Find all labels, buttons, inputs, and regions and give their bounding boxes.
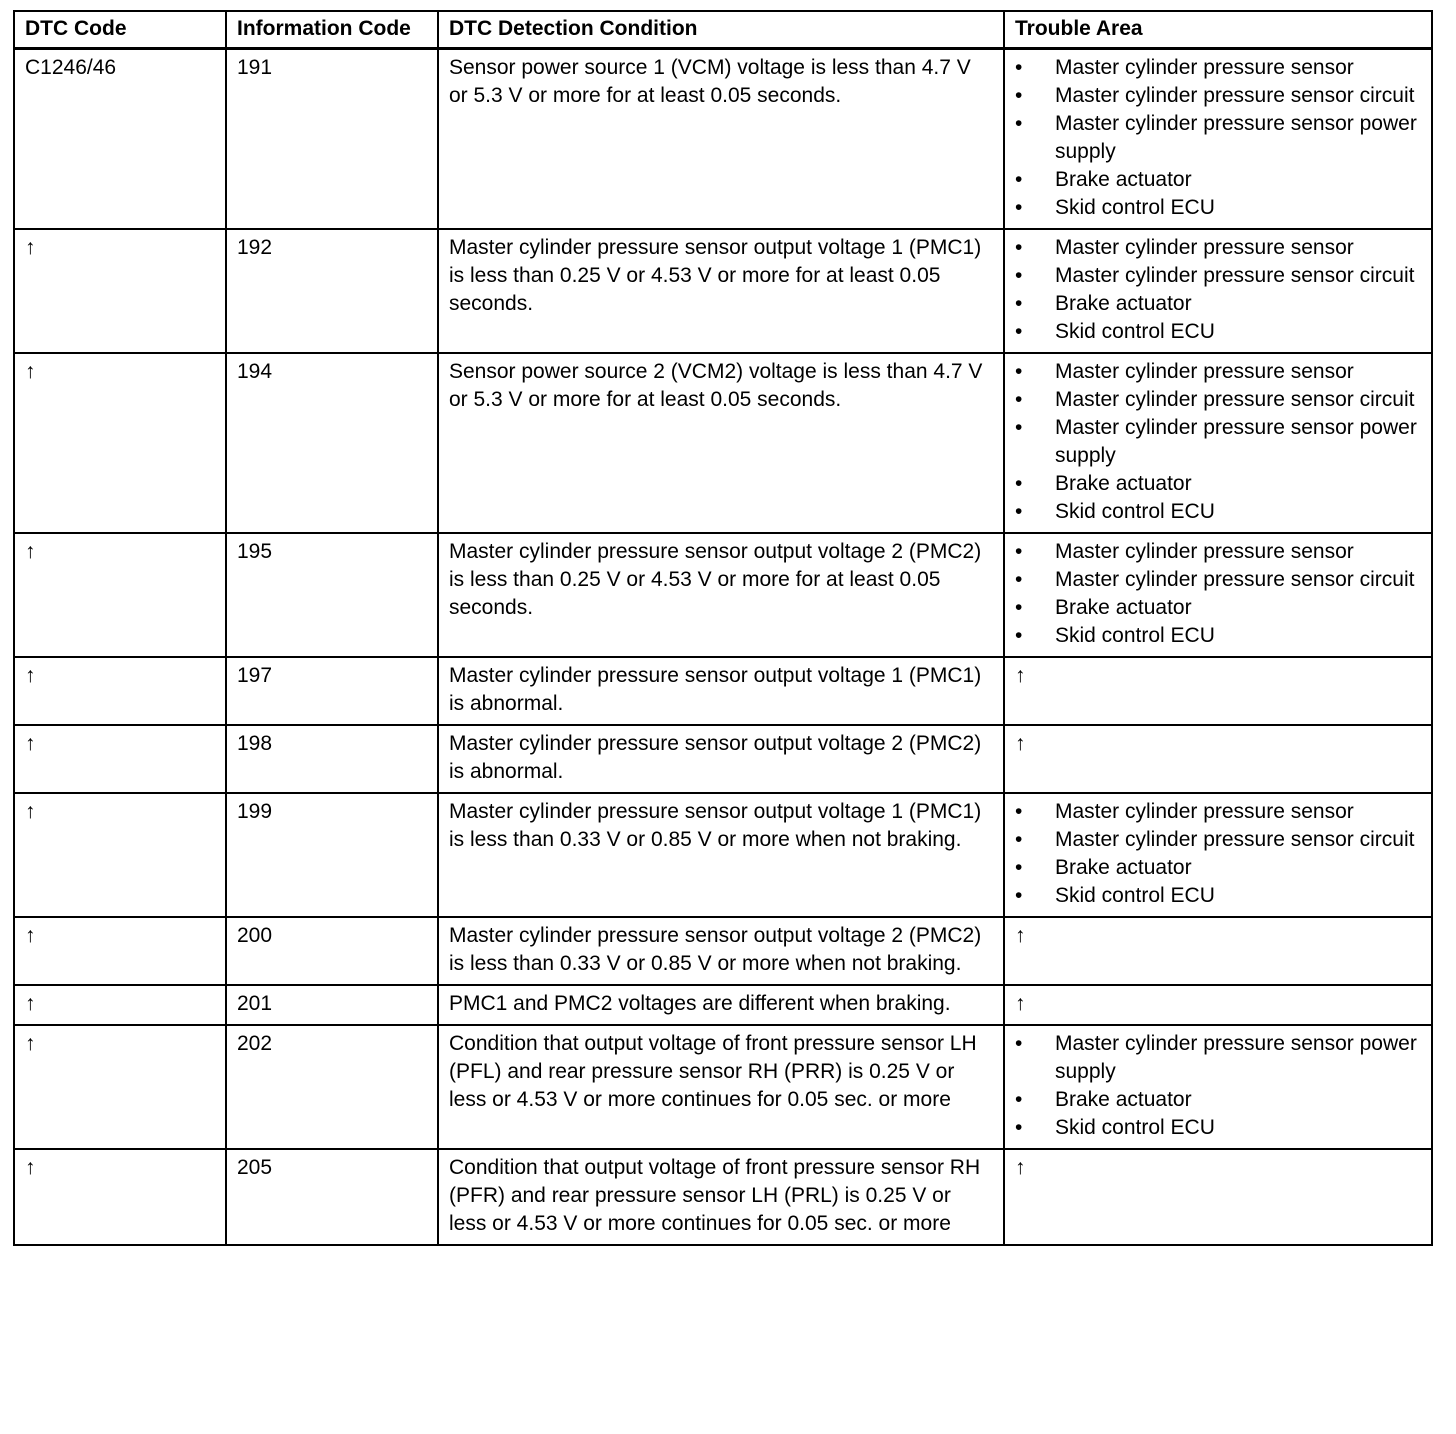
trouble-area-cell: ↑ <box>1004 1149 1432 1245</box>
trouble-area-cell: ↑ <box>1004 985 1432 1025</box>
trouble-area-cell <box>1004 1025 1432 1149</box>
trouble-area-text: Master cylinder pressure sensor <box>1055 360 1354 383</box>
header-row <box>14 11 1432 49</box>
detection-condition-cell: PMC1 and PMC2 voltages are different when braking. <box>438 985 1004 1025</box>
bullet-icon: • <box>1015 596 1023 619</box>
bullet-icon: • <box>1015 388 1023 411</box>
table-row <box>14 985 1432 1025</box>
trouble-area-cell: ↑ <box>1004 725 1432 793</box>
trouble-area-item <box>1015 234 1421 262</box>
trouble-area-list <box>1015 358 1421 526</box>
trouble-area-item <box>1015 290 1421 318</box>
trouble-area-text: Brake actuator <box>1055 472 1192 495</box>
bullet-icon: • <box>1015 624 1023 647</box>
information-code-cell: 191 <box>226 49 438 230</box>
trouble-area-item <box>1015 882 1421 910</box>
dtc-code-cell: ↑ <box>14 353 226 533</box>
header-trouble-area: Trouble Area <box>1004 11 1432 49</box>
information-code-cell: 200 <box>226 917 438 985</box>
information-code-cell: 205 <box>226 1149 438 1245</box>
trouble-area-text: Master cylinder pressure sensor circuit <box>1055 568 1415 591</box>
trouble-area-text: Skid control ECU <box>1055 884 1215 907</box>
trouble-area-item <box>1015 262 1421 290</box>
trouble-area-item <box>1015 854 1421 882</box>
table-row <box>14 657 1432 725</box>
dtc-code-cell: ↑ <box>14 725 226 793</box>
detection-condition-cell: Master cylinder pressure sensor output voltage 1 (PMC1) is less than 0.33 V or 0.85 V or more when not braking. <box>438 793 1004 917</box>
bullet-icon: • <box>1015 1088 1023 1111</box>
bullet-icon: • <box>1015 472 1023 495</box>
trouble-area-text: Master cylinder pressure sensor <box>1055 56 1354 79</box>
bullet-icon: • <box>1015 1032 1023 1055</box>
trouble-area-list <box>1015 54 1421 222</box>
detection-condition-cell: Sensor power source 1 (VCM) voltage is less than 4.7 V or 5.3 V or more for at least 0.05 seconds. <box>438 49 1004 230</box>
bullet-icon: • <box>1015 828 1023 851</box>
trouble-area-text: Brake actuator <box>1055 856 1192 879</box>
trouble-area-item <box>1015 358 1421 386</box>
information-code-cell: 195 <box>226 533 438 657</box>
information-code-cell: 202 <box>226 1025 438 1149</box>
detection-condition-cell: Condition that output voltage of front pressure sensor RH (PFR) and rear pressure sensor LH (PRL) is 0.25 V or less or 4.53 V or more continues for 0.05 sec. or more <box>438 1149 1004 1245</box>
detection-condition-cell: Master cylinder pressure sensor output voltage 2 (PMC2) is abnormal. <box>438 725 1004 793</box>
header-information-code: Information Code <box>226 11 438 49</box>
bullet-icon: • <box>1015 1116 1023 1139</box>
dtc-code-cell: C1246/46 <box>14 49 226 230</box>
table-row <box>14 229 1432 353</box>
table-row <box>14 917 1432 985</box>
trouble-area-cell: ↑ <box>1004 657 1432 725</box>
trouble-area-item <box>1015 194 1421 222</box>
dtc-code-cell: ↑ <box>14 1149 226 1245</box>
trouble-area-item <box>1015 54 1421 82</box>
bullet-icon: • <box>1015 112 1023 135</box>
bullet-icon: • <box>1015 236 1023 259</box>
bullet-icon: • <box>1015 56 1023 79</box>
dtc-code-cell: ↑ <box>14 985 226 1025</box>
trouble-area-item <box>1015 1114 1421 1142</box>
trouble-area-text: Skid control ECU <box>1055 500 1215 523</box>
information-code-cell: 198 <box>226 725 438 793</box>
bullet-icon: • <box>1015 84 1023 107</box>
trouble-area-text: Master cylinder pressure sensor power supply <box>1055 416 1417 467</box>
trouble-area-text: Brake actuator <box>1055 596 1192 619</box>
trouble-area-text: Skid control ECU <box>1055 196 1215 219</box>
table-row <box>14 725 1432 793</box>
trouble-area-text: Master cylinder pressure sensor power supply <box>1055 1032 1417 1083</box>
detection-condition-cell: Master cylinder pressure sensor output voltage 2 (PMC2) is less than 0.25 V or 4.53 V or more for at least 0.05 seconds. <box>438 533 1004 657</box>
trouble-area-text: Brake actuator <box>1055 168 1192 191</box>
trouble-area-item <box>1015 566 1421 594</box>
trouble-area-cell: ↑ <box>1004 917 1432 985</box>
bullet-icon: • <box>1015 500 1023 523</box>
detection-condition-cell: Master cylinder pressure sensor output voltage 1 (PMC1) is less than 0.25 V or 4.53 V or more for at least 0.05 seconds. <box>438 229 1004 353</box>
trouble-area-text: Skid control ECU <box>1055 1116 1215 1139</box>
trouble-area-item <box>1015 470 1421 498</box>
trouble-area-text: Master cylinder pressure sensor <box>1055 540 1354 563</box>
trouble-area-cell <box>1004 533 1432 657</box>
header-dtc-code: DTC Code <box>14 11 226 49</box>
bullet-icon: • <box>1015 856 1023 879</box>
trouble-area-text: Skid control ECU <box>1055 320 1215 343</box>
trouble-area-item <box>1015 414 1421 470</box>
bullet-icon: • <box>1015 416 1023 439</box>
trouble-area-item <box>1015 110 1421 166</box>
trouble-area-cell <box>1004 353 1432 533</box>
trouble-area-item <box>1015 386 1421 414</box>
trouble-area-item <box>1015 318 1421 346</box>
trouble-area-item <box>1015 798 1421 826</box>
dtc-code-cell: ↑ <box>14 657 226 725</box>
bullet-icon: • <box>1015 168 1023 191</box>
trouble-area-item <box>1015 826 1421 854</box>
bullet-icon: • <box>1015 568 1023 591</box>
bullet-icon: • <box>1015 360 1023 383</box>
trouble-area-item <box>1015 82 1421 110</box>
dtc-code-cell: ↑ <box>14 533 226 657</box>
trouble-area-list <box>1015 1030 1421 1142</box>
bullet-icon: • <box>1015 540 1023 563</box>
bullet-icon: • <box>1015 884 1023 907</box>
trouble-area-text: Brake actuator <box>1055 292 1192 315</box>
trouble-area-text: Master cylinder pressure sensor circuit <box>1055 84 1415 107</box>
dtc-sheet <box>13 10 1431 1246</box>
bullet-icon: • <box>1015 320 1023 343</box>
trouble-area-cell <box>1004 229 1432 353</box>
trouble-area-text: Master cylinder pressure sensor power supply <box>1055 112 1417 163</box>
trouble-area-item <box>1015 1086 1421 1114</box>
bullet-icon: • <box>1015 292 1023 315</box>
trouble-area-item <box>1015 166 1421 194</box>
trouble-area-item <box>1015 622 1421 650</box>
table-row <box>14 49 1432 230</box>
detection-condition-cell: Master cylinder pressure sensor output voltage 1 (PMC1) is abnormal. <box>438 657 1004 725</box>
table-row <box>14 1025 1432 1149</box>
detection-condition-cell: Condition that output voltage of front pressure sensor LH (PFL) and rear pressure sensor RH (PRR) is 0.25 V or less or 4.53 V or more continues for 0.05 sec. or more <box>438 1025 1004 1149</box>
trouble-area-cell <box>1004 793 1432 917</box>
trouble-area-text: Master cylinder pressure sensor circuit <box>1055 388 1415 411</box>
detection-condition-cell: Master cylinder pressure sensor output voltage 2 (PMC2) is less than 0.33 V or 0.85 V or more when not braking. <box>438 917 1004 985</box>
trouble-area-text: Master cylinder pressure sensor circuit <box>1055 828 1415 851</box>
trouble-area-list <box>1015 538 1421 650</box>
trouble-area-item <box>1015 1030 1421 1086</box>
bullet-icon: • <box>1015 264 1023 287</box>
table-row <box>14 353 1432 533</box>
information-code-cell: 194 <box>226 353 438 533</box>
trouble-area-item <box>1015 498 1421 526</box>
table-row <box>14 793 1432 917</box>
information-code-cell: 199 <box>226 793 438 917</box>
trouble-area-text: Skid control ECU <box>1055 624 1215 647</box>
trouble-area-text: Master cylinder pressure sensor <box>1055 800 1354 823</box>
dtc-code-cell: ↑ <box>14 229 226 353</box>
information-code-cell: 201 <box>226 985 438 1025</box>
table-row <box>14 533 1432 657</box>
dtc-code-cell: ↑ <box>14 1025 226 1149</box>
trouble-area-item <box>1015 538 1421 566</box>
information-code-cell: 197 <box>226 657 438 725</box>
table-row <box>14 1149 1432 1245</box>
bullet-icon: • <box>1015 800 1023 823</box>
dtc-code-cell: ↑ <box>14 917 226 985</box>
trouble-area-list <box>1015 234 1421 346</box>
dtc-code-cell: ↑ <box>14 793 226 917</box>
information-code-cell: 192 <box>226 229 438 353</box>
trouble-area-text: Master cylinder pressure sensor <box>1055 236 1354 259</box>
bullet-icon: • <box>1015 196 1023 219</box>
trouble-area-item <box>1015 594 1421 622</box>
detection-condition-cell: Sensor power source 2 (VCM2) voltage is less than 4.7 V or 5.3 V or more for at least 0.05 seconds. <box>438 353 1004 533</box>
table-body <box>14 49 1432 1246</box>
header-detection-condition: DTC Detection Condition <box>438 11 1004 49</box>
trouble-area-text: Brake actuator <box>1055 1088 1192 1111</box>
trouble-area-list <box>1015 798 1421 910</box>
trouble-area-text: Master cylinder pressure sensor circuit <box>1055 264 1415 287</box>
trouble-area-cell <box>1004 49 1432 230</box>
dtc-table <box>13 10 1433 1246</box>
